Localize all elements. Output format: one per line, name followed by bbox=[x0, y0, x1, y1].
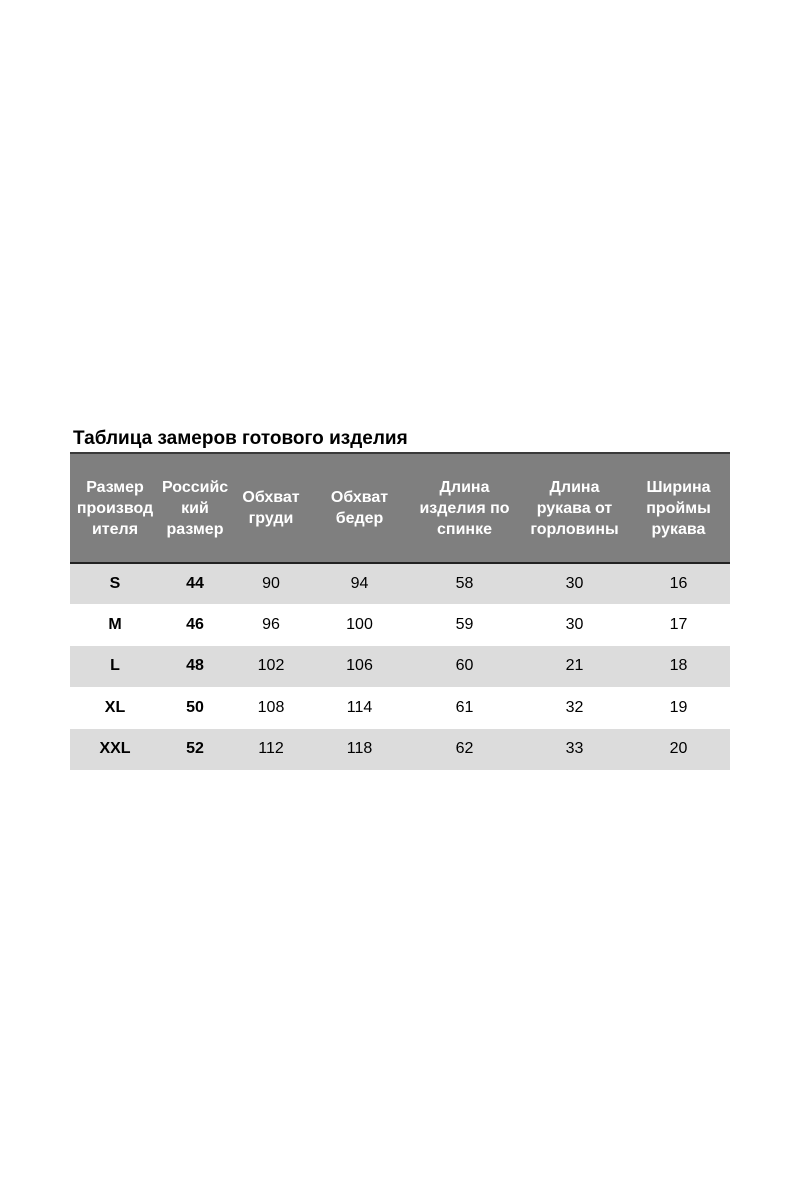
header-line: груди bbox=[248, 510, 294, 527]
header-back-length bbox=[407, 453, 522, 563]
header-row bbox=[70, 453, 730, 563]
cell-sleeve-length: 30 bbox=[565, 616, 584, 634]
header-line: производ bbox=[76, 499, 154, 517]
cell-size: XXL bbox=[99, 740, 131, 758]
header-line: Длина bbox=[549, 478, 600, 496]
header-line: рукава bbox=[651, 520, 706, 538]
cell-armhole-width: 18 bbox=[669, 657, 688, 675]
header-armhole-width bbox=[627, 453, 730, 563]
header-line: Российс bbox=[162, 478, 229, 496]
cell-armhole-width: 16 bbox=[669, 575, 688, 593]
header-line: Длина bbox=[439, 478, 490, 496]
cell-hips: 114 bbox=[346, 698, 373, 716]
table-title: Таблица замеров готового изделия bbox=[73, 428, 408, 449]
cell-size: L bbox=[110, 657, 120, 675]
cell-chest: 112 bbox=[258, 740, 284, 758]
cell-chest: 102 bbox=[257, 657, 285, 675]
cell-sleeve-length: 33 bbox=[565, 740, 584, 758]
cell-chest: 90 bbox=[262, 575, 280, 593]
cell-sleeve-length: 21 bbox=[565, 657, 584, 675]
cell-size: M bbox=[108, 616, 122, 634]
cell-armhole-width: 19 bbox=[669, 698, 688, 716]
header-line: бедер bbox=[335, 510, 384, 527]
cell-sleeve-length: 32 bbox=[565, 698, 584, 716]
cell-russian-size: 44 bbox=[186, 575, 204, 593]
header-chest bbox=[230, 453, 312, 563]
cell-chest: 96 bbox=[262, 616, 280, 634]
cell-back-length: 61 bbox=[455, 698, 474, 716]
header-line: кий bbox=[181, 499, 209, 517]
cell-back-length: 60 bbox=[455, 657, 474, 675]
cell-back-length: 58 bbox=[455, 575, 474, 593]
cell-size: XL bbox=[104, 698, 126, 716]
table-row bbox=[70, 604, 730, 645]
cell-back-length: 62 bbox=[455, 740, 474, 758]
cell-hips: 106 bbox=[346, 657, 373, 675]
header-manufacturer-size bbox=[70, 453, 160, 563]
table-row bbox=[70, 687, 730, 728]
cell-back-length: 59 bbox=[455, 616, 474, 634]
cell-russian-size: 50 bbox=[186, 698, 204, 716]
table-row bbox=[70, 646, 730, 687]
cell-hips: 118 bbox=[346, 740, 373, 758]
cell-russian-size: 52 bbox=[186, 740, 204, 758]
header-line: Обхват bbox=[330, 489, 389, 506]
header-line: Ширина bbox=[646, 478, 711, 496]
header-line: спинке bbox=[437, 520, 492, 538]
cell-sleeve-length: 30 bbox=[565, 575, 584, 593]
cell-hips: 100 bbox=[346, 616, 373, 634]
header-line: проймы bbox=[646, 499, 711, 517]
cell-chest: 108 bbox=[257, 698, 285, 716]
header-sleeve-length bbox=[522, 453, 627, 563]
cell-hips: 94 bbox=[350, 575, 369, 593]
table-row bbox=[70, 729, 730, 770]
header-line: изделия по bbox=[419, 499, 510, 517]
cell-armhole-width: 20 bbox=[669, 740, 688, 758]
table-row bbox=[70, 563, 730, 604]
header-russian-size bbox=[160, 453, 230, 563]
header-line: ителя bbox=[91, 520, 139, 538]
header-line: размер bbox=[166, 520, 224, 538]
header-line: рукава от bbox=[536, 499, 613, 517]
size-chart-table bbox=[70, 452, 730, 770]
header-hips bbox=[312, 453, 407, 563]
header-line: Размер bbox=[86, 478, 144, 496]
header-line: горловины bbox=[530, 520, 619, 538]
cell-russian-size: 46 bbox=[186, 616, 204, 634]
cell-armhole-width: 17 bbox=[669, 616, 688, 634]
header-line: Обхват bbox=[242, 489, 300, 506]
cell-size: S bbox=[109, 575, 121, 593]
cell-russian-size: 48 bbox=[186, 657, 204, 675]
